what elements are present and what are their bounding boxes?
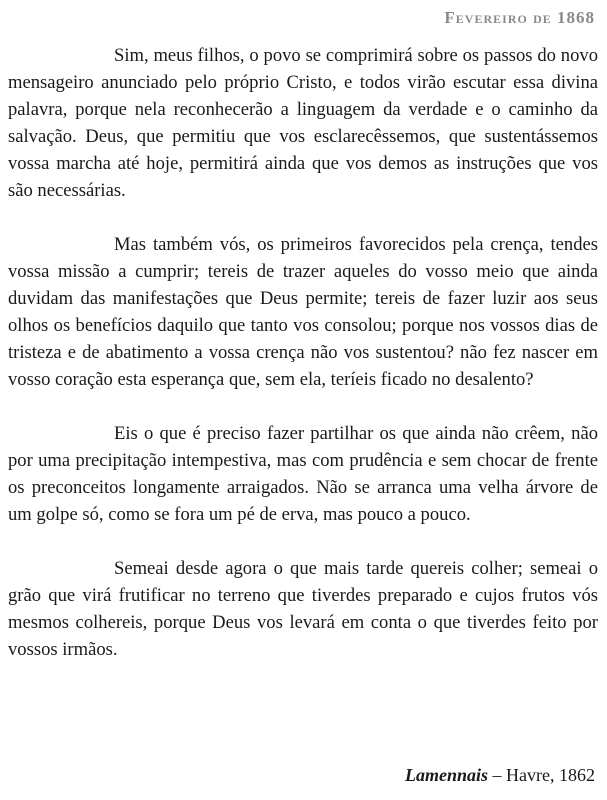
paragraph-1: Sim, meus filhos, o povo se comprimirá sobre os passos do novo mensageiro anunciado pelo próprio Cristo, e todos virão escutar essa divina palavra, porque nela reconhecerão a linguagem da verdade e o caminho da salvação. Deus, que permitiu que vos esclarecêssemos, que sustentássemos vossa marcha até hoje, permitirá ainda que vos demos as instruções que vos são necessárias. — [8, 45, 598, 201]
signature-place-date: Havre, 1862 — [506, 765, 595, 785]
signature — [405, 765, 595, 786]
paragraph-4: Semeai desde agora o que mais tarde quereis colher; semeai o grão que virá frutificar no terreno que tiverdes preparado e cujos frutos vós mesmos colhereis, porque Deus vos levará em conta o que tiverdes feito por vossos irmãos. — [8, 558, 598, 660]
running-header: Fevereiro de 1868 — [444, 8, 595, 27]
signature-separator: – — [488, 765, 507, 785]
page-body — [8, 42, 598, 690]
signature-author: Lamennais — [405, 765, 489, 785]
paragraph-2: Mas também vós, os primeiros favorecidos pela crença, tendes vossa missão a cumprir; tereis de trazer aqueles do vosso meio que ainda duvidam das manifestações que Deus permite; tereis de fazer luzir aos seus olhos os benefícios daquilo que tanto vos consolou; porque nos vossos dias de tristeza e de abatimento a vossa crença não vos sustentou? não fez nascer em vosso coração esta esperança que, sem ela, teríeis ficado no desalento? — [8, 234, 598, 390]
paragraph-3: Eis o que é preciso fazer partilhar os que ainda não crêem, não por uma precipitação intempestiva, mas com prudência e sem chocar de frente os preconceitos longamente arraigados. Não se arranca uma velha árvore de um golpe só, como se fora um pé de erva, mas pouco a pouco. — [8, 423, 598, 525]
